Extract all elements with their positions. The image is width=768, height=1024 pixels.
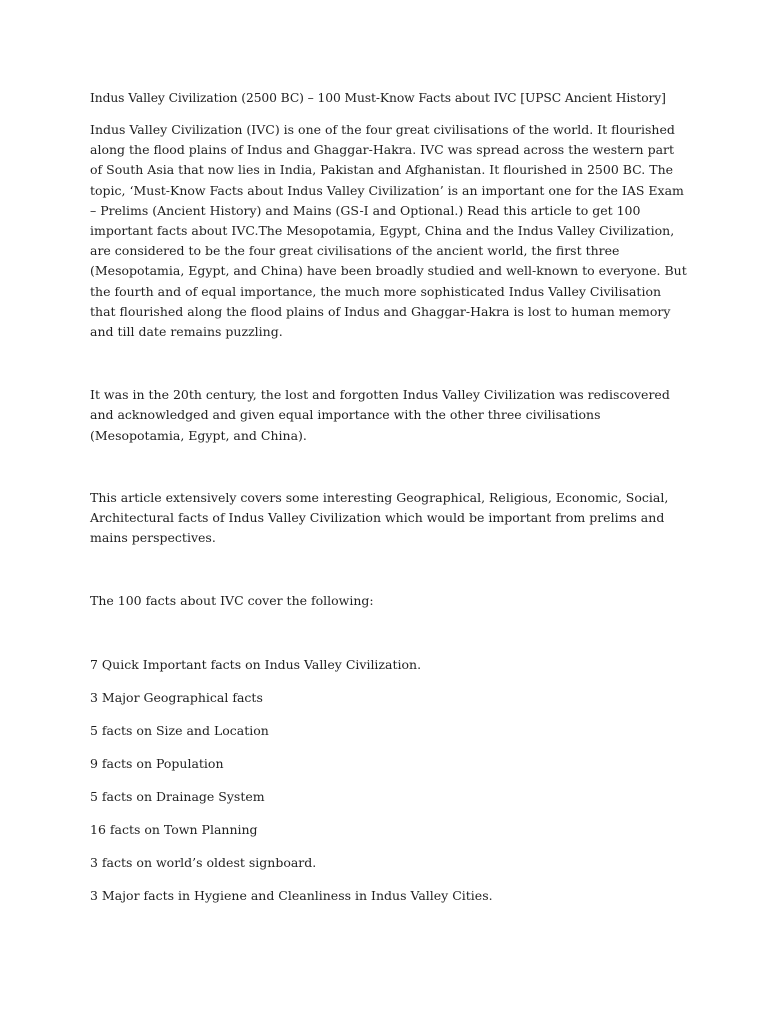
list-item: 3 Major facts in Hygiene and Cleanliness in Indus Valley Cities. (90, 887, 493, 903)
list-item: 3 Major Geographical facts (90, 689, 263, 705)
facts-list (90, 655, 690, 906)
list-item: 7 Quick Important facts on Indus Valley Civilization. (90, 656, 422, 672)
coverage-paragraph: This article extensively covers some interesting Geographical, Religious, Economic, Social, Architectural facts of Indus Valley Civilization which would be important from prelims and mains perspectives. (90, 489, 669, 546)
list-item: 3 facts on world’s oldest signboard. (90, 854, 317, 870)
document-page (90, 88, 690, 919)
list-intro-paragraph: The 100 facts about IVC cover the following: (90, 593, 374, 609)
intro-paragraph: Indus Valley Civilization (IVC) is one of the four great civilisations of the world. It flourished along the flood plains of Indus and Ghaggar-Hakra. IVC was spread across the western part of South Asia that now lies in India, Pakistan and Afghanistan. It flourished in 2500 BC. The topic, ‘Must-Know Facts about Indus Valley Civilization’ is an important one for the IAS Exam – Prelims (Ancient History) and Mains (GS-I and Optional.) Read this article to get 100 important facts about IVC.The Mesopotamia, Egypt, China and the Indus Valley Civilization, are considered to be the four great civilisations of the ancient world, the first three (Mesopotamia, Egypt, and China) have been broadly studied and well-known to everyone. But the fourth and of equal importance, the much more sophisticated Indus Valley Civilisation that flourished along the flood plains of Indus and Ghaggar-Hakra is lost to human memory and till date remains puzzling. (90, 122, 687, 340)
document-title: Indus Valley Civilization (2500 BC) – 100 Must-Know Facts about IVC [UPSC Ancient History] (90, 91, 666, 105)
rediscovery-paragraph: It was in the 20th century, the lost and forgotten Indus Valley Civilization was rediscovered and acknowledged and given equal importance with the other three civilisations (Mesopotamia, Egypt, and China). (90, 387, 670, 443)
list-item: 5 facts on Drainage System (90, 788, 265, 804)
list-item: 16 facts on Town Planning (90, 821, 258, 837)
list-item: 5 facts on Size and Location (90, 722, 269, 738)
list-item: 9 facts on Population (90, 755, 224, 771)
